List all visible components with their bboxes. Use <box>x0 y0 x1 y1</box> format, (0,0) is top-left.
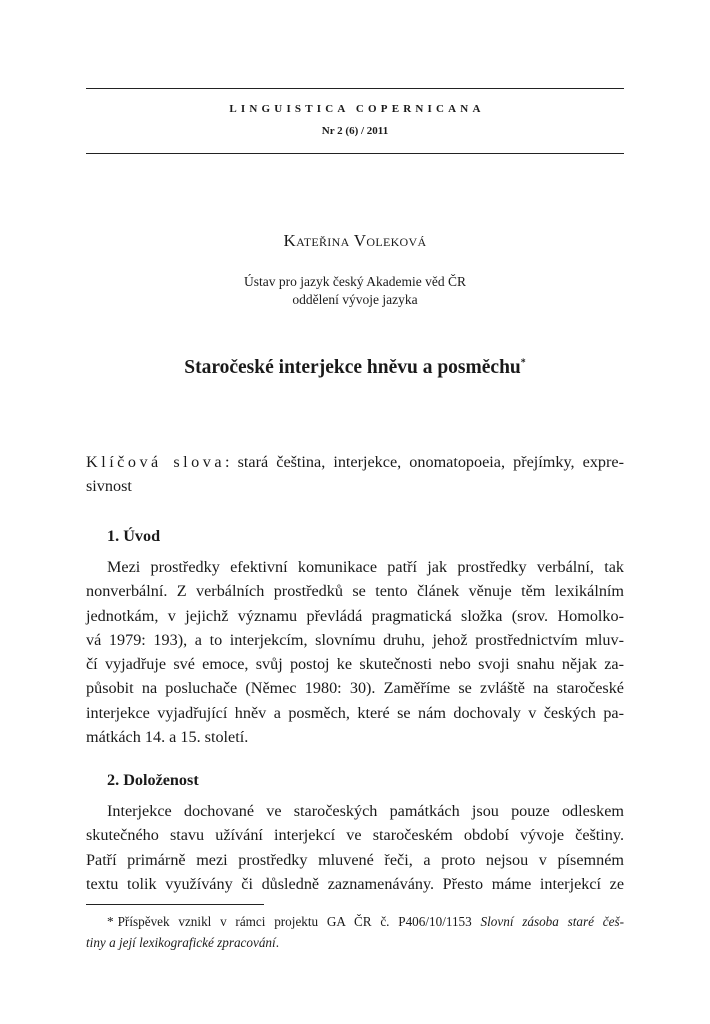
author-name: Kateřina Voleková <box>283 231 427 250</box>
footnote-end: . <box>275 934 279 950</box>
footnote-text: Příspěvek vznikl v rámci projektu GA ČR č. P406/10/1153 <box>117 914 472 929</box>
paragraph-line: skutečného stavu užívání interjekcí ve staročeském období vývoje češtiny. <box>86 826 624 845</box>
paragraph-line: interjekce vyjadřující hněv a posměch, které se nám dochovaly v českých pa- <box>86 703 624 722</box>
footnote-line-1 <box>86 912 624 933</box>
journal-name: LINGUISTICA COPERNICANA <box>229 103 485 115</box>
paragraph-line: textu tolik využívány či důsledně zaznamenávány. Přesto máme interjekcí ze <box>86 874 624 893</box>
keywords <box>86 450 624 499</box>
keywords-line-2: sivnost <box>86 477 132 496</box>
paragraph-line: mátkách 14. a 15. století. <box>86 728 249 747</box>
paragraph-line: jednotkám, v jejichž významu převládá pragmatická složka (srov. Homolko- <box>86 606 624 625</box>
journal-issue: Nr 2 (6) / 2011 <box>321 125 389 137</box>
footnote <box>86 912 624 953</box>
affiliation-line-1: Ústav pro jazyk český Akademie věd ČR <box>244 274 466 289</box>
footnote-rule <box>86 904 264 905</box>
article-title <box>86 357 624 379</box>
paragraph-line: Interjekce dochované ve staročeských památkách jsou pouze odleskem <box>107 802 624 820</box>
paragraph-line: vá 1979: 193), a to interjekcím, slovnímu druhu, jehož prostřednictvím mluv- <box>86 630 624 649</box>
footnote-project-title: Slovní zásoba staré češ- <box>480 914 624 929</box>
footnote-project-title-cont: tiny a její lexikografické zpracování <box>86 934 276 950</box>
section-body-uvod <box>86 555 624 749</box>
section-heading-uvod: 1. Úvod <box>107 527 161 545</box>
paragraph-line: Patří primárně mezi prostředky mluvené řeči, a proto nejsou v písemném <box>86 850 624 869</box>
footnote-line-2 <box>86 933 624 954</box>
paragraph-line: nonverbální. Z verbálních prostředků se tento článek věnuje těm lexikálním <box>86 582 624 601</box>
keywords-line-1 <box>86 450 624 474</box>
paragraph-line: čí vyjadřuje své emoce, svůj postoj ke skutečnosti nebo svoji snahu nějak za- <box>86 655 624 674</box>
affiliation-line-2: oddělení vývoje jazyka <box>292 292 418 307</box>
header-top-rule <box>86 88 624 89</box>
paragraph-line: Mezi prostředky efektivní komunikace patří jak prostředky verbální, tak <box>107 558 624 576</box>
footnote-mark: * <box>107 914 114 929</box>
keywords-label: Klíčová slova <box>86 453 226 471</box>
article-title-text: Staročeské interjekce hněvu a posměchu <box>184 357 521 378</box>
section-heading-dolozenost: 2. Doloženost <box>107 771 199 789</box>
paragraph-line: působit na posluchače (Němec 1980: 30). Zaměříme se zvláště na staročeské <box>86 679 624 698</box>
section-body-dolozenost <box>86 799 624 896</box>
header-bottom-rule <box>86 153 624 154</box>
keywords-list: : stará čeština, interjekce, onomatopoeia, přejímky, expre- <box>225 453 624 471</box>
title-footnote-mark: * <box>520 357 526 369</box>
